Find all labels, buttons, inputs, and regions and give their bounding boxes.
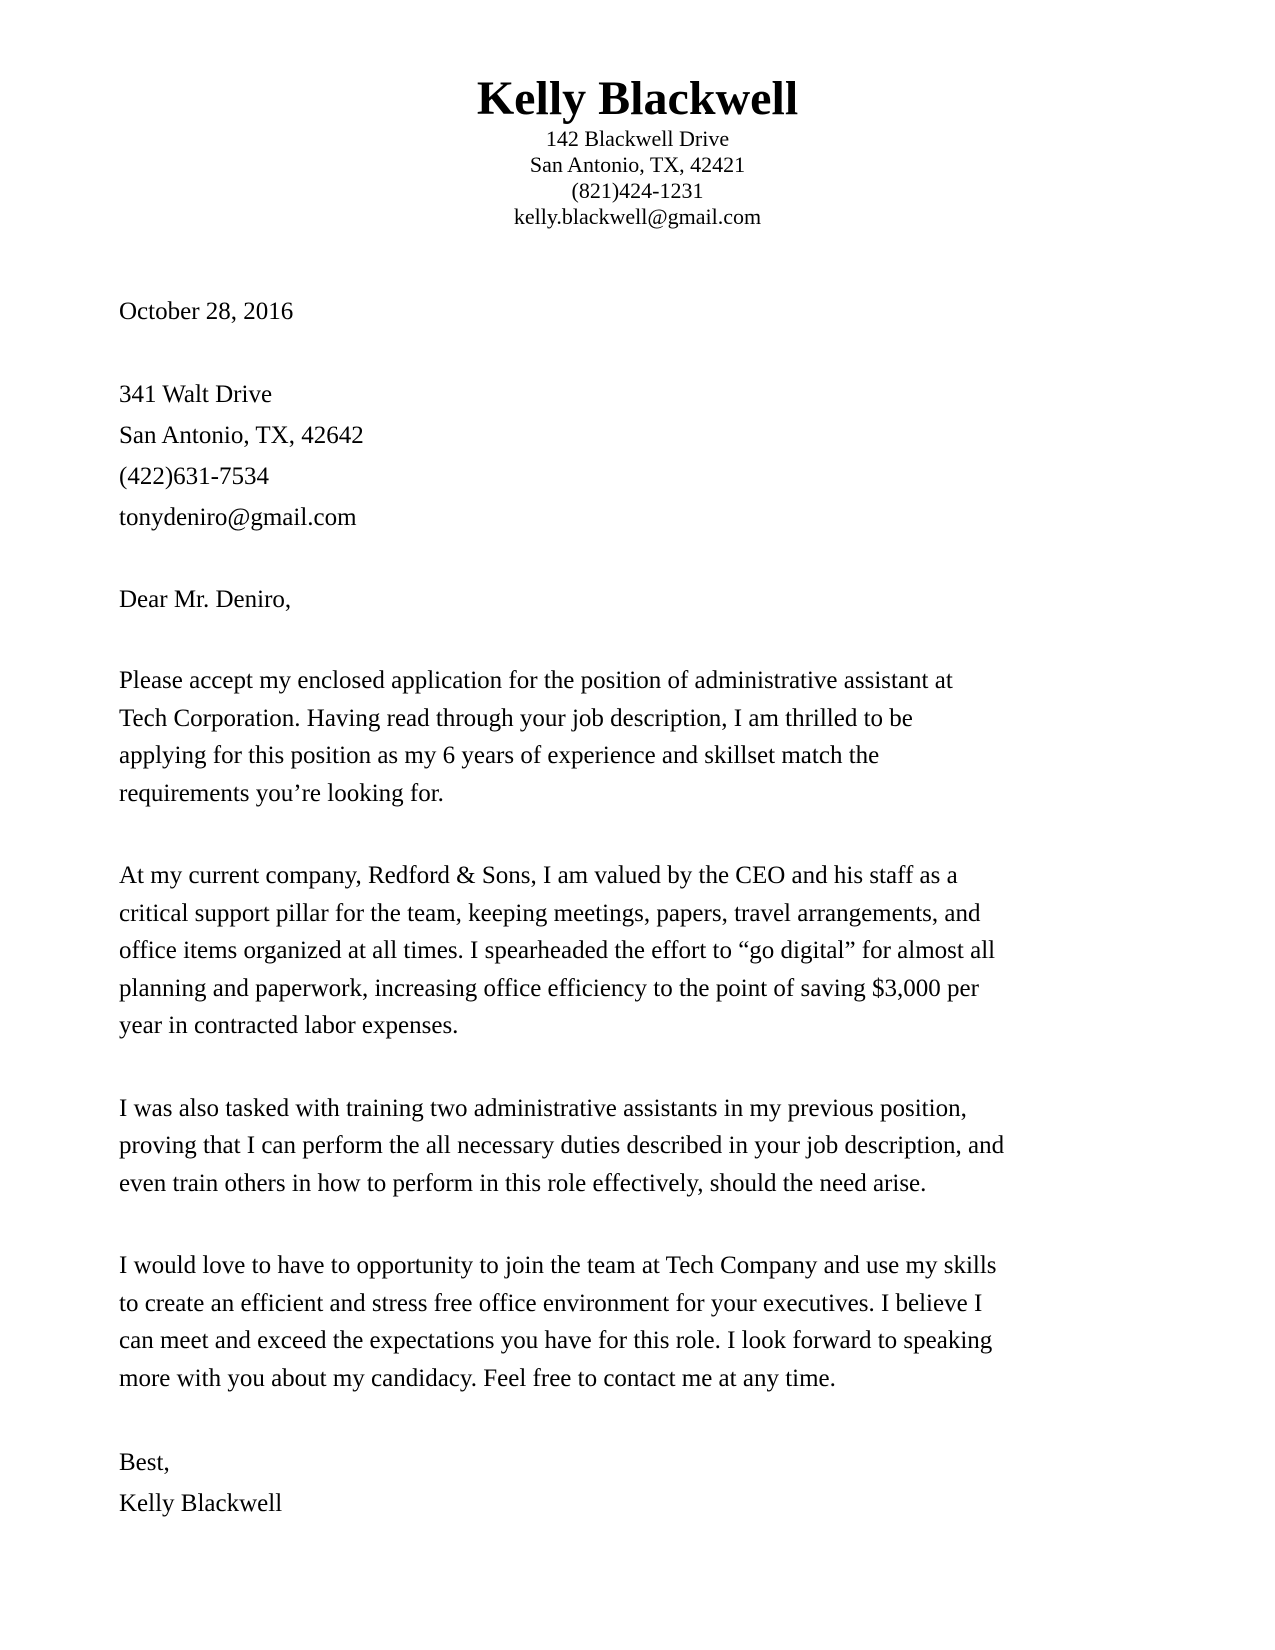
sender-phone: (821)424-1231 [571, 178, 704, 203]
paragraph-line: critical support pillar for the team, keeping meetings, papers, travel arrangements, and [119, 899, 981, 927]
sender-address-line1: 142 Blackwell Drive [545, 126, 730, 151]
closing-block [119, 1442, 1159, 1524]
sender-name: Kelly Blackwell [476, 72, 799, 125]
paragraph-line: applying for this position as my 6 years of experience and skillset match the [119, 742, 880, 769]
letter-date: October 28, 2016 [119, 298, 294, 325]
paragraph-4 [119, 1247, 1159, 1397]
paragraph-line: can meet and exceed the expectations you have for this role. I look forward to speaking [119, 1327, 993, 1354]
paragraph-line: more with you about my candidacy. Feel free to contact me at any time. [119, 1364, 836, 1392]
paragraph-line: planning and paperwork, increasing office efficiency to the point of saving $3,000 per [119, 974, 979, 1002]
recipient-address-line2: San Antonio, TX, 42642 [119, 422, 364, 449]
paragraph-line: year in contracted labor expenses. [119, 1012, 459, 1039]
paragraph-1 [119, 662, 1159, 812]
signature-name: Kelly Blackwell [119, 1490, 283, 1517]
paragraph-line: Please accept my enclosed application for the position of administrative assistant at [119, 667, 953, 694]
recipient-address-line1: 341 Walt Drive [119, 381, 273, 408]
paragraph-line: requirements you’re looking for. [119, 779, 444, 807]
paragraph-line: proving that I can perform the all necessary duties described in your job description, and [119, 1132, 1005, 1159]
sender-address-line2: San Antonio, TX, 42421 [529, 152, 746, 177]
salutation: Dear Mr. Deniro, [119, 586, 292, 613]
paragraph-3 [119, 1090, 1159, 1203]
paragraph-line: I was also tasked with training two administrative assistants in my previous position, [119, 1094, 967, 1122]
paragraph-line: I would love to have to opportunity to join the team at Tech Company and use my skills [119, 1252, 997, 1279]
letterhead [0, 72, 1275, 230]
paragraph-line: At my current company, Redford & Sons, I am valued by the CEO and his staff as a [119, 862, 958, 889]
paragraph-2 [119, 857, 1159, 1045]
paragraph-line: to create an efficient and stress free office environment for your executives. I believe I [119, 1289, 983, 1317]
letter-body [119, 292, 1159, 1524]
recipient-block [119, 374, 1159, 538]
recipient-phone: (422)631-7534 [119, 463, 269, 490]
paragraph-line: office items organized at all times. I spearheaded the effort to “go digital” for almost all [119, 937, 996, 964]
recipient-email: tonydeniro@gmail.com [119, 504, 357, 531]
paragraph-line: even train others in how to perform in this role effectively, should the need arise. [119, 1169, 927, 1197]
sender-email: kelly.blackwell@gmail.com [513, 204, 762, 229]
valediction: Best, [119, 1449, 170, 1476]
paragraph-line: Tech Corporation. Having read through your job description, I am thrilled to be [119, 704, 913, 732]
